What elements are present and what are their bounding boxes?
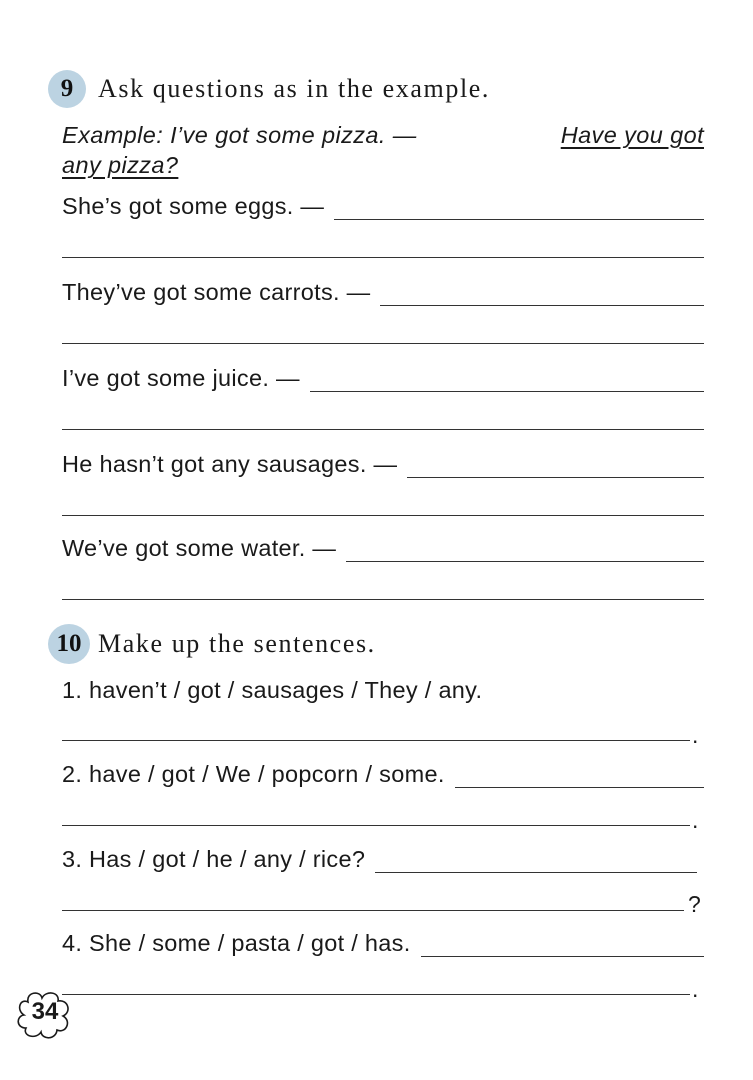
question-prompt: She’s got some eggs. — xyxy=(62,193,325,219)
example-answer-continued: any pizza? xyxy=(62,152,179,178)
sentence-item xyxy=(62,929,704,957)
answer-blank[interactable] xyxy=(407,457,704,478)
exercise-10-header xyxy=(48,624,376,664)
scrambled-words: 4. She / some / pasta / got / has. xyxy=(62,930,411,956)
page-number-text: 34 xyxy=(31,998,59,1025)
sentence-ending: . xyxy=(692,807,699,833)
question-prompt: We’ve got some water. — xyxy=(62,535,337,561)
question-prompt: I’ve got some juice. — xyxy=(62,365,300,391)
answer-line[interactable] xyxy=(62,429,704,430)
example-sentence xyxy=(62,120,704,180)
exercise-9-header xyxy=(48,70,490,108)
example-prompt: Example: I’ve got some pizza. — xyxy=(62,122,417,148)
answer-blank[interactable] xyxy=(380,285,704,306)
answer-line[interactable] xyxy=(62,515,704,516)
scrambled-words: 1. haven’t / got / sausages / They / any. xyxy=(62,677,483,703)
scrambled-words: 2. have / got / We / popcorn / some. xyxy=(62,761,445,787)
answer-line[interactable] xyxy=(62,910,684,911)
question-row xyxy=(62,192,704,220)
answer-line[interactable] xyxy=(62,825,690,826)
exercise-number: 9 xyxy=(60,75,74,102)
exercise-instruction: Make up the sentences. xyxy=(98,629,376,658)
answer-blank[interactable] xyxy=(375,852,697,873)
sentence-item xyxy=(62,845,697,873)
answer-blank[interactable] xyxy=(346,541,704,562)
sentence-item xyxy=(62,760,704,788)
answer-blank[interactable] xyxy=(334,199,704,220)
question-row xyxy=(62,364,704,392)
sentence-item xyxy=(62,676,704,704)
exercise-instruction: Ask questions as in the example. xyxy=(98,74,491,103)
question-row xyxy=(62,450,704,478)
question-prompt: They’ve got some carrots. — xyxy=(62,279,371,305)
exercise-number-badge xyxy=(48,70,86,108)
answer-blank[interactable] xyxy=(421,936,704,957)
answer-blank[interactable] xyxy=(310,371,704,392)
answer-line[interactable] xyxy=(62,343,704,344)
sentence-ending: . xyxy=(692,976,699,1002)
sentence-ending: . xyxy=(692,722,699,748)
answer-line[interactable] xyxy=(62,994,690,995)
answer-line[interactable] xyxy=(62,740,690,741)
question-row xyxy=(62,534,704,562)
question-row xyxy=(62,278,704,306)
sentence-ending: ? xyxy=(688,891,701,917)
scrambled-words: 3. Has / got / he / any / rice? xyxy=(62,846,366,872)
example-answer: Have you got xyxy=(560,122,704,148)
question-prompt: He hasn’t got any sausages. — xyxy=(62,451,398,477)
answer-line[interactable] xyxy=(62,599,704,600)
exercise-number-badge xyxy=(48,624,90,664)
answer-blank[interactable] xyxy=(455,767,704,788)
page-number xyxy=(14,990,76,1040)
answer-line[interactable] xyxy=(62,257,704,258)
exercise-number: 10 xyxy=(56,630,82,657)
